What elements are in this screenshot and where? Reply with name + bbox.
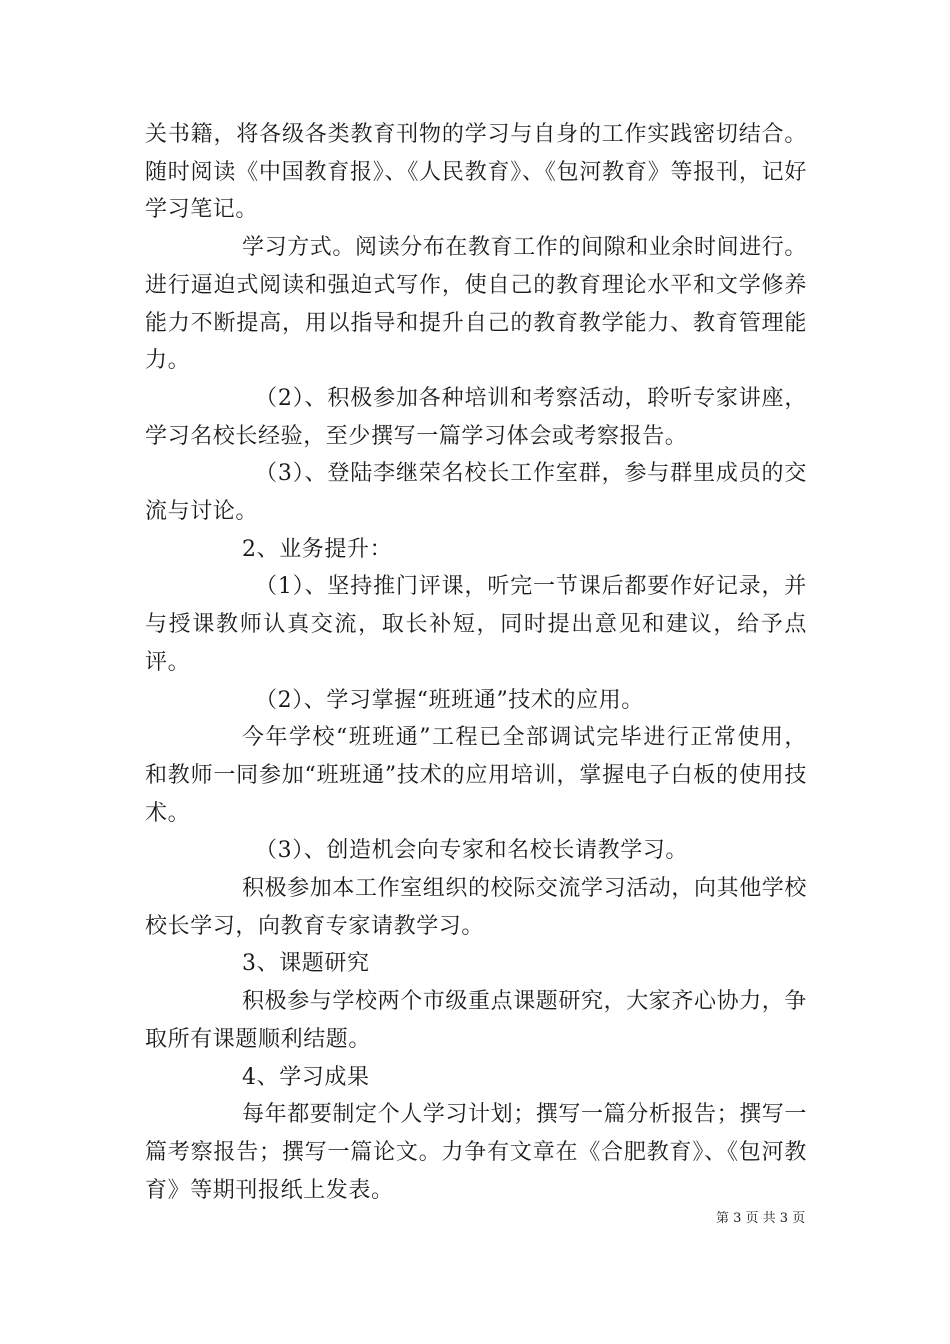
paragraph-9: （3）、创造机会向专家和名校长请教学习。 — [255, 838, 688, 864]
paragraph-12: 积极参与学校两个市级重点课题研究，大家齐心协力，争取所有课题顺利结题。 — [145, 989, 808, 1052]
paragraph-2: 学习方式。阅读分布在教育工作的间隙和业余时间进行。进行逼迫式阅读和强迫式写作，使自己的教育理论水平和文学修养能力不断提高，用以指导和提升自己的教育教学能力、教育管理能力。 — [145, 235, 808, 374]
section-heading-4: 4、学习成果 — [242, 1064, 370, 1090]
paragraph-7: （2）、学习掌握“班班通”技术的应用。 — [255, 687, 644, 713]
paragraph-14: 每年都要制定个人学习计划；撰写一篇分析报告；撰写一篇考察报告；撰写一篇论文。力争有文章在《合肥教育》、《包河教育》等期刊报纸上发表。 — [145, 1102, 808, 1203]
section-heading-3: 3、课题研究 — [242, 951, 370, 977]
section-heading-2: 2、业务提升： — [242, 536, 393, 562]
page-number-footer: 第 3 页 共 3 页 — [716, 1211, 806, 1226]
paragraph-4: （3）、登陆李继荣名校长工作室群，参与群里成员的交流与讨论。 — [145, 461, 807, 525]
document-body — [145, 116, 807, 1209]
paragraph-6: （1）、坚持推门评课，听完一节课后都要作好记录，并与授课教师认真交流，取长补短，同时提出意见和建议，给予点评。 — [145, 574, 807, 675]
paragraph-1: 关书籍，将各级各类教育刊物的学习与自身的工作实践密切结合。随时阅读《中国教育报》、《人民教育》、《包河教育》等报刊，记好学习笔记。 — [145, 122, 807, 223]
paragraph-8: 今年学校“班班通”工程已全部调试完毕进行正常使用，和教师一同参加“班班通”技术的应用培训，掌握电子白板的使用技术。 — [145, 725, 807, 826]
paragraph-3: （2）、积极参加各种培训和考察活动，聆听专家讲座，学习名校长经验，至少撰写一篇学习体会或考察报告。 — [145, 385, 807, 449]
paragraph-10: 积极参加本工作室组织的校际交流学习活动，向其他学校校长学习，向教育专家请教学习。 — [145, 876, 808, 939]
